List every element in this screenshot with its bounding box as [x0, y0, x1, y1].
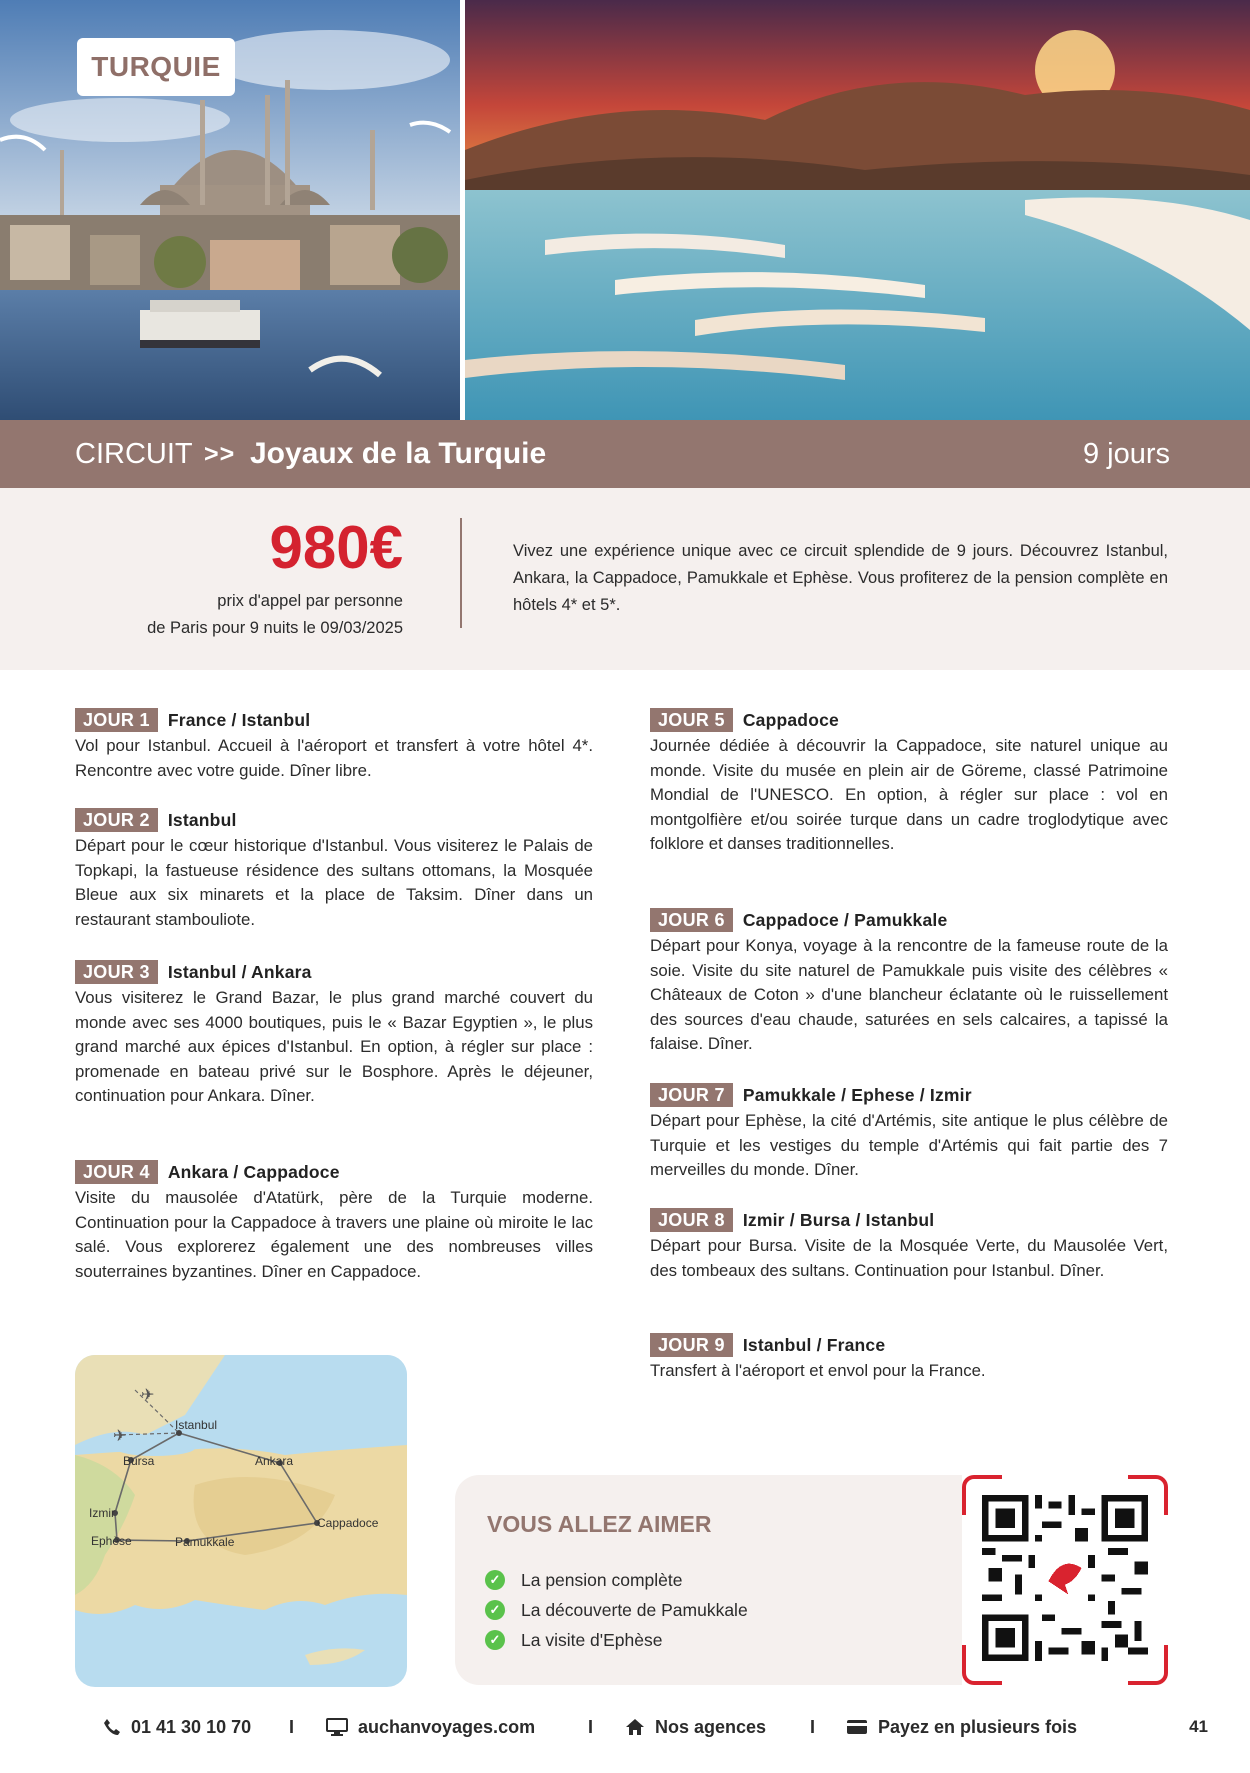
day-route: Cappadoce / Pamukkale	[742, 909, 948, 930]
day-8	[650, 1208, 1168, 1283]
circuit-duration: 9 jours	[1082, 437, 1170, 470]
day-badge: JOUR 5	[650, 708, 733, 732]
day-route: Istanbul	[167, 809, 237, 830]
day-description: Départ pour Konya, voyage à la rencontre de la fameuse route de la soie. Visite du site naturel de Pamukkale puis visite des célèbres « Châteaux de Coton » d'une blancheur éclatante où le ruissellement des sources d'eau chaude, saturées en sels calcaires, a tapissé la falaise. Dîner.	[650, 936, 1168, 1053]
day-description: Départ pour le cœur historique d'Istanbul. Vous visiterez le Palais de Topkapi, la fastueuse résidence des sultans ottomans, la Mosquée Bleue aux six minarets et la place de Taksim. Dîner dans un restaurant stambouliote.	[75, 836, 593, 929]
day-badge: JOUR 8	[650, 1208, 733, 1232]
highlights-list	[485, 1565, 748, 1655]
day-badge: JOUR 2	[75, 808, 158, 832]
list-item	[485, 1595, 748, 1625]
day-description: Départ pour Ephèse, la cité d'Artémis, site antique le plus célèbre de Turquie et les vestiges du temple d'Artémis qui fait partie des 7 merveilles du monde. Dîner.	[650, 1111, 1168, 1179]
footer	[0, 1713, 1250, 1743]
price-note	[90, 588, 403, 642]
day-6	[650, 908, 1168, 1057]
website-link[interactable]	[326, 1713, 535, 1741]
home-icon	[625, 1718, 645, 1736]
day-5	[650, 708, 1168, 857]
day-badge: JOUR 9	[650, 1333, 733, 1357]
day-route: France / Istanbul	[167, 709, 311, 730]
highlight-text: La découverte de Pamukkale	[521, 1599, 748, 1620]
istanbul-photo	[0, 0, 460, 420]
circuit-label: CIRCUIT	[75, 437, 193, 470]
monitor-icon	[326, 1718, 348, 1736]
svg-text:✈: ✈	[141, 1385, 155, 1404]
price: 980€	[269, 514, 403, 581]
qr-code[interactable]	[982, 1495, 1148, 1661]
day-route: Izmir / Bursa / Istanbul	[742, 1209, 935, 1230]
day-4	[75, 1160, 593, 1284]
page-number: 41	[1189, 1717, 1208, 1736]
list-item	[485, 1565, 748, 1595]
day-7	[650, 1083, 1168, 1183]
day-3	[75, 960, 593, 1109]
highlight-text: La visite d'Ephèse	[521, 1629, 663, 1650]
agencies-label: Nos agences	[655, 1716, 767, 1737]
day-9	[650, 1333, 1168, 1384]
map-label-ankara: Ankara	[255, 1454, 294, 1468]
map-label-bursa: Bursa	[123, 1454, 155, 1468]
day-1	[75, 708, 593, 783]
day-route: Istanbul / Ankara	[167, 961, 312, 982]
day-badge: JOUR 3	[75, 960, 158, 984]
agencies-link[interactable]	[625, 1713, 766, 1741]
day-description: Vol pour Istanbul. Accueil à l'aéroport et transfert à votre hôtel 4*. Rencontre avec votre guide. Dîner libre.	[75, 736, 593, 780]
check-icon: ✓	[485, 1600, 505, 1620]
day-route: Pamukkale / Ephese / Izmir	[742, 1084, 972, 1105]
day-badge: JOUR 1	[75, 708, 158, 732]
intro-text: Vivez une expérience unique avec ce circuit splendide de 9 jours. Découvrez Istanbul, Ankara, la Cappadoce, Pamukkale et Ephèse. Vous profiterez de la pension complète en hôtels 4* et 5*.	[513, 542, 1168, 614]
chevron-icon: >>	[204, 439, 236, 468]
country-tag: TURQUIE	[77, 38, 235, 96]
day-badge: JOUR 4	[75, 1160, 158, 1184]
separator: I	[810, 1716, 816, 1737]
day-2	[75, 808, 593, 932]
price-note-line-2: de Paris pour 9 nuits le 09/03/2025	[147, 619, 403, 637]
check-icon: ✓	[485, 1630, 505, 1650]
qr-code-frame[interactable]	[962, 1475, 1168, 1685]
website-url: auchanvoyages.com	[358, 1716, 536, 1737]
day-description: Vous visiterez le Grand Bazar, le plus grand marché couvert du monde avec ses 4000 boutiques, puis le « Bazar Egyptien », le plus grand marché aux épices d'Istanbul. En option, à régler sur place : promenade en bateau privé sur le Bosphore. Après le déjeuner, continuation pour Ankara. Dîner.	[75, 988, 593, 1105]
map-label-ephese: Ephèse	[91, 1534, 132, 1548]
phone-link[interactable]	[103, 1713, 251, 1741]
payment-label: Payez en plusieurs fois	[878, 1716, 1078, 1737]
day-route: Ankara / Cappadoce	[167, 1161, 340, 1182]
day-description: Transfert à l'aéroport et envol pour la France.	[650, 1361, 986, 1380]
separator: I	[289, 1716, 295, 1737]
map-label-izmir: Izmir	[89, 1506, 115, 1520]
separator: I	[588, 1716, 594, 1737]
day-description: Visite du mausolée d'Atatürk, père de la Turquie moderne. Continuation pour la Cappadoce à travers une plaine où miroite le lac salé. Vous explorerez également une des nombreuses villes souterraines byzantines. Dîner en Cappadoce.	[75, 1188, 593, 1281]
highlights-title: VOUS ALLEZ AIMER	[487, 1511, 712, 1537]
credit-card-icon	[846, 1719, 868, 1735]
day-badge: JOUR 6	[650, 908, 733, 932]
phone-number: 01 41 30 10 70	[131, 1716, 252, 1737]
map-label-istanbul: Istanbul	[175, 1418, 218, 1432]
day-badge: JOUR 7	[650, 1083, 733, 1107]
day-description: Départ pour Bursa. Visite de la Mosquée Verte, du Mausolée Vert, des tombeaux des sultans. Continuation pour Istanbul. Dîner.	[650, 1236, 1168, 1280]
map-label-pamukkale: Pamukkale	[175, 1535, 235, 1549]
check-icon: ✓	[485, 1570, 505, 1590]
price-note-line-1: prix d'appel par personne	[217, 592, 403, 610]
svg-text:✈: ✈	[113, 1426, 127, 1445]
price-band	[0, 488, 1250, 670]
phone-icon	[103, 1718, 121, 1736]
divider	[460, 518, 462, 628]
title-band	[0, 420, 1250, 488]
day-route: Cappadoce	[742, 709, 839, 730]
day-route: Istanbul / France	[742, 1334, 886, 1355]
pamukkale-photo	[465, 0, 1250, 420]
day-description: Journée dédiée à découvrir la Cappadoce, site naturel unique au monde. Visite du musée en plein air de Göreme, classé Patrimoine Mondial de l'UNESCO. En option, à régler sur place : vol en montgolfière et/ou soirée turque dans un cadre troglodytique avec folklore et danses traditionnelles.	[650, 736, 1168, 853]
list-item	[485, 1625, 748, 1655]
payment-link[interactable]	[846, 1713, 1077, 1741]
hero-photos	[0, 0, 1250, 420]
highlight-text: La pension complète	[521, 1569, 683, 1590]
map-label-cappadoce: Cappadoce	[317, 1516, 379, 1530]
circuit-name: Joyaux de la Turquie	[250, 437, 547, 470]
route-map	[75, 1355, 407, 1687]
